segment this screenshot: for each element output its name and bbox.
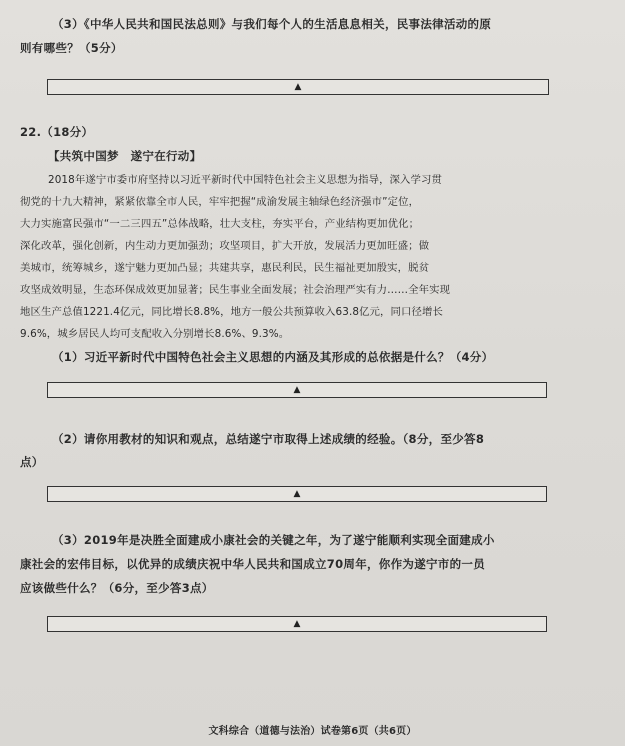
answer-marker-icon: ▲ (293, 619, 301, 629)
material-line: 9.6%，城乡居民人均可支配收入分别增长8.6%、9.3%。 (20, 328, 290, 340)
answer-box-q22-3[interactable] (47, 616, 547, 632)
question-22-3-line3: 应该做些什么？（6分，至少答3点） (20, 581, 214, 595)
material-line: 深化改革，强化创新，内生动力更加强劲；攻坚项目，扩大开放，发展活力更加旺盛；做 (20, 240, 430, 252)
material-line: 2018年遂宁市委市府坚持以习近平新时代中国特色社会主义思想为指导，深入学习贯 (48, 174, 443, 186)
question-22-1: （1）习近平新时代中国特色社会主义思想的内涵及其形成的总依据是什么？（4分） (52, 350, 494, 364)
material-line: 美城市，统筹城乡，遂宁魅力更加凸显；共建共享，惠民利民，民生福祉更加殷实，脱贫 (20, 262, 430, 274)
material-line: 攻坚成效明显，生态环保成效更加显著；民生事业全面发展；社会治理严实有力……全年实现 (20, 284, 451, 296)
question-22-heading: 22.（18分） (20, 125, 94, 139)
question-22-2-line2: 点） (20, 455, 44, 469)
question-3-prev-line2: 则有哪些？（5分） (20, 41, 123, 55)
answer-marker-icon: ▲ (293, 489, 301, 499)
answer-box-q21-3[interactable] (47, 79, 549, 95)
material-title: 【共筑中国梦 遂宁在行动】 (48, 149, 202, 163)
question-22-3-line1: （3）2019年是决胜全面建成小康社会的关键之年，为了遂宁能顺利实现全面建成小 (52, 533, 495, 547)
question-22-2-line1: （2）请你用教材的知识和观点，总结遂宁市取得上述成绩的经验。（8分，至少答8 (52, 432, 485, 446)
question-22-3-line2: 康社会的宏伟目标，以优异的成绩庆祝中华人民共和国成立70周年，你作为遂宁市的一员 (20, 557, 485, 571)
answer-marker-icon: ▲ (293, 385, 301, 395)
material-line: 大力实施富民强市“一二三四五”总体战略，壮大支柱，夯实平台，产业结构更加优化； (20, 218, 420, 230)
question-3-prev-line1: （3）《中华人民共和国民法总则》与我们每个人的生活息息相关，民事法律活动的原 (52, 17, 492, 31)
page-footer: 文科综合（道德与法治）试卷第6页（共6页） (208, 726, 417, 737)
material-line: 地区生产总值1221.4亿元，同比增长8.8%，地方一般公共预算收入63.8亿元，同口径增长 (20, 306, 443, 318)
answer-marker-icon: ▲ (294, 82, 302, 92)
answer-box-q22-2[interactable] (47, 486, 547, 502)
answer-box-q22-1[interactable] (47, 382, 547, 398)
material-line: 彻党的十九大精神，紧紧依靠全市人民，牢牢把握“成渝发展主轴绿色经济强市”定位， (20, 196, 420, 208)
